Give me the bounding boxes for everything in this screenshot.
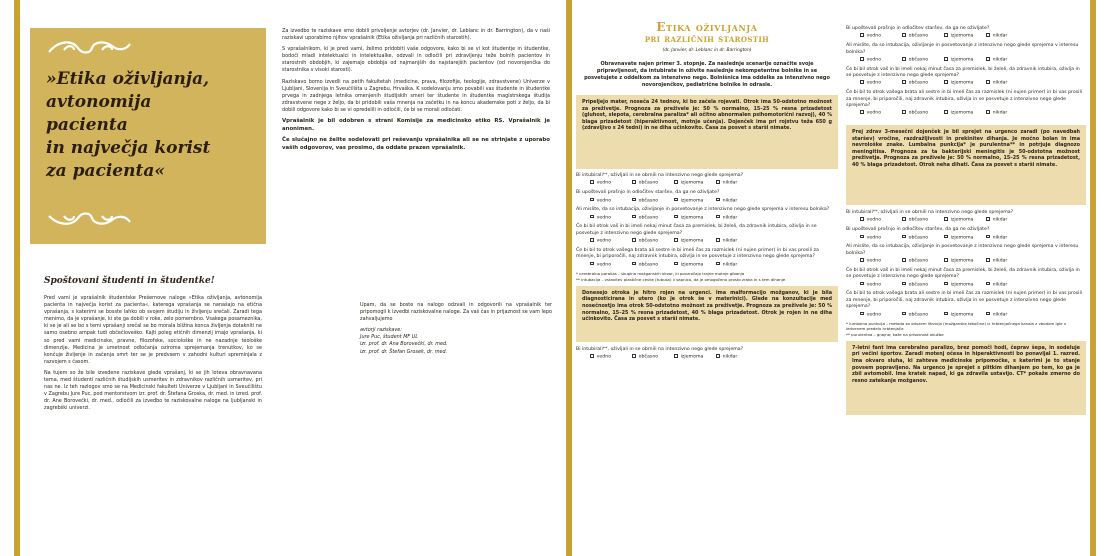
option-nikdar[interactable]: nikdar (716, 238, 758, 245)
question-text: Bi intubirali**, oživljali in se obrnili na intenzivno nego glede sprejema? (576, 173, 744, 178)
option-vedno[interactable]: vedno (860, 80, 902, 87)
footnotes: * cerebralna paraliza – skupina možganskih okvar, ki povzročajo trajne motnje gibanja ** intubacija – vstavitev plastične cevke (tubusa) v sapnico, da je omogočeno prosto zraka in s tem dihanje (576, 271, 786, 282)
checkbox[interactable] (716, 238, 720, 242)
case-4-box: 7-letni fant ima cerebralno paralizo, brez pomoči hodi, čeprav šepa, in sodeluje pri večini športov. Zaradi motenj očesa in hiperaktivnosti bo ponavljal 1. razred. Ima okvaro sluha, ki zahteva medicinske pripomočke, s katerimi je to stanje povsem popravljeno. Na urgenco je sprejet s plitkim dihanjem po tem, ko ga je zbil avtomobil. Ima kratek napad, ki ga zdravila ustavijo. CT* pokaže zmerno do resno zatekanje možganov. (846, 341, 1086, 415)
option-nikdar[interactable]: nikdar (986, 258, 1028, 265)
option-nikdar[interactable]: nikdar (986, 235, 1028, 242)
left-gold-stripe (14, 0, 20, 556)
option-nikdar[interactable]: nikdar (986, 282, 1028, 289)
closing-paragraph: Upam, da se boste na nalogo odzvali in odgovorili na vprašalnik ter pripomogli k izvedbi raziskovalne naloge. Za vaš čas in prijaznost se vam lepo zahvaljujemo (360, 302, 552, 323)
checkbox[interactable] (632, 180, 636, 184)
option-izjemoma[interactable]: izjemoma (944, 110, 986, 117)
signature-block: avtorji raziskave: Jure Puc, študent MF UL izr. prof. dr. Ana Borovečki, dr. med. izr. prof. dr. Štefan Grosek, dr. med. (360, 327, 448, 355)
option-obcasno[interactable]: občasno (632, 180, 674, 187)
option-nikdar[interactable]: nikdar (986, 57, 1028, 64)
option-obcasno[interactable]: občasno (632, 198, 674, 205)
mid-gold-stripe (566, 0, 572, 556)
option-obcasno[interactable]: občasno (902, 33, 944, 40)
option-obcasno[interactable]: občasno (902, 312, 944, 319)
ornament-top-icon (44, 38, 134, 62)
checkbox[interactable] (674, 262, 678, 266)
checkbox[interactable] (632, 262, 636, 266)
option-obcasno[interactable]: občasno (902, 235, 944, 242)
option-obcasno[interactable]: občasno (902, 57, 944, 64)
option-izjemoma[interactable]: izjemoma (944, 80, 986, 87)
option-izjemoma[interactable]: izjemoma (674, 180, 716, 187)
checkbox[interactable] (716, 262, 720, 266)
option-vedno[interactable]: vedno (860, 217, 902, 224)
checkbox[interactable] (902, 33, 906, 37)
option-nikdar[interactable]: nikdar (716, 198, 758, 205)
option-vedno[interactable]: vedno (860, 57, 902, 64)
ornament-bottom-icon (44, 208, 134, 232)
option-izjemoma[interactable]: izjemoma (674, 238, 716, 245)
option-izjemoma[interactable]: izjemoma (944, 258, 986, 265)
option-obcasno[interactable]: občasno (632, 262, 674, 269)
option-izjemoma[interactable]: izjemoma (944, 235, 986, 242)
checkbox[interactable] (716, 354, 720, 358)
option-nikdar[interactable]: nikdar (716, 262, 758, 269)
checkbox[interactable] (860, 312, 864, 316)
question-text: Ali mislite, da so intubacija, oživljanje in posvetovanje z intenzivno nego glede sprejema v interesu bolnika? (846, 43, 1079, 55)
checkbox[interactable] (674, 238, 678, 242)
greeting-heading: Spoštovani študenti in študentke! (44, 276, 215, 286)
option-nikdar[interactable]: nikdar (986, 80, 1028, 87)
question-text: Bi upoštevali prošnjo in odločitev staršev, da ga ne oživljate? (576, 190, 720, 196)
option-nikdar[interactable]: nikdar (986, 312, 1028, 319)
checkbox[interactable] (590, 354, 594, 358)
checkbox[interactable] (632, 215, 636, 219)
option-vedno[interactable]: vedno (860, 235, 902, 242)
checkbox[interactable] (902, 217, 906, 221)
optout-note: Če slučajno ne želite sodelovati pri reševanju vprašalnika ali se ne strinjate z uporabo vaših odgovorov, vas prosimo, da oddate prazen vprašalnik. (282, 137, 550, 151)
option-izjemoma[interactable]: izjemoma (674, 198, 716, 205)
checkbox[interactable] (986, 235, 990, 239)
option-nikdar[interactable]: nikdar (716, 354, 758, 361)
checkbox[interactable] (716, 180, 720, 184)
checkbox[interactable] (860, 57, 864, 61)
checkbox[interactable] (860, 33, 864, 37)
footnotes: * lumbalna punkcija – metoda za odvzem likvorja (možganske tekočine) iz hrbtenjačnega kanala z vbodom igle v ledvenem predelu hrbtenjače ** purulentna – gnojna; kaže na prisotnost okužbe (846, 321, 1067, 337)
checkbox[interactable] (590, 262, 594, 266)
checkbox[interactable] (632, 354, 636, 358)
checkbox[interactable] (860, 282, 864, 286)
checkbox[interactable] (944, 80, 948, 84)
option-vedno[interactable]: vedno (590, 354, 632, 361)
checkbox[interactable] (860, 80, 864, 84)
intro-paragraph: Na tujem so že bile izvedene raziskave glede vprašanj, ki se jih loteva obravnavana tema, med študenti različnih študijskih usmeritev in zdravnikov različnih usmeritev, pri nas ne. Iz teh razlogov smo se na Medicinski fakulteti Univerze v Ljubljani in Sveučilištu v Zagrebu Jure Puc, pod mentorstvom izr. prof. dr. Štefana Groska, dr. med. in izred. prof. dr. Ane Borovečki, dr. med., odločili za izvedbo te raziskovalne naloge na ljubljanski in zagrebški univerzi. (44, 369, 262, 412)
checkbox[interactable] (986, 33, 990, 37)
checkbox[interactable] (590, 238, 594, 242)
option-nikdar[interactable]: nikdar (986, 110, 1028, 117)
checkbox[interactable] (674, 215, 678, 219)
option-obcasno[interactable]: občasno (902, 258, 944, 265)
checkbox[interactable] (860, 217, 864, 221)
option-vedno[interactable]: vedno (860, 312, 902, 319)
option-vedno[interactable]: vedno (590, 262, 632, 269)
checkbox[interactable] (944, 258, 948, 262)
option-vedno[interactable]: vedno (590, 215, 632, 222)
question-text: Bi upoštevali prošnjo in odločitev staršev, da ga ne oživljate? (846, 26, 990, 31)
checkbox[interactable] (986, 80, 990, 84)
checkbox[interactable] (674, 180, 678, 184)
checkbox[interactable] (632, 198, 636, 202)
option-vedno[interactable]: vedno (860, 258, 902, 265)
question-text: Ali mislite, da so intubacija, oživljanje in posvetovanje z intenzivno nego glede sprejema v interesu bolnika? (576, 207, 830, 213)
checkbox[interactable] (902, 235, 906, 239)
checkbox[interactable] (944, 33, 948, 37)
option-izjemoma[interactable]: izjemoma (674, 354, 716, 361)
checkbox[interactable] (590, 180, 594, 184)
option-obcasno[interactable]: občasno (632, 354, 674, 361)
option-izjemoma[interactable]: izjemoma (944, 217, 986, 224)
checkbox[interactable] (860, 258, 864, 262)
checkbox[interactable] (944, 282, 948, 286)
option-izjemoma[interactable]: izjemoma (944, 282, 986, 289)
checkbox[interactable] (902, 57, 906, 61)
option-obcasno[interactable]: občasno (902, 80, 944, 87)
question-text: Ali mislite, da so intubacija, oživljanje in posvetovanje z intenzivno nego glede sprejema v interesu bolnika? (846, 244, 1079, 256)
checkbox[interactable] (986, 282, 990, 286)
question-text: Bi intubirali**, oživljali in se obrnili na intenzivno nego glede sprejema? (576, 346, 744, 352)
checkbox[interactable] (902, 258, 906, 262)
option-obcasno[interactable]: občasno (902, 217, 944, 224)
checkbox[interactable] (716, 215, 720, 219)
checkbox[interactable] (902, 282, 906, 286)
approval-note: Vprašalnik je bil odobren s strani Komisije za medicinsko etiko RS. Vprašalnik je anonimen. (282, 118, 550, 132)
checkbox[interactable] (986, 312, 990, 316)
question-text: Bi upoštevali prošnjo in odločitev staršev, da ga ne oživljate? (846, 227, 990, 233)
question-text: Če bi bil to otrok vašega brata ali sestre in bi imeli čas za razmislek (ni nujen primer) in bi vas prosili za mnenje, bi priporočili, naj zdravnik intubira, oživlja in se posvetuje z intenzivno nego glede sprejema? (846, 90, 1083, 108)
checkbox[interactable] (590, 198, 594, 202)
checkbox[interactable] (944, 217, 948, 221)
option-nikdar[interactable]: nikdar (716, 180, 758, 187)
intro-paragraph: Pred vami je vprašalnik študentske Prešernove naloge »Etika oživljanja, avtonomija pacienta in največja korist za pacienta«, katerega vprašanja se nanašajo na etična vprašanja, s katerimi se bosste lahko ob svojem študiju in življenju srečali. Zaradi tega menimo, da je vprašanje, ki ste ga dobili v roke, zelo pomembno. Vsakega posameznika, ki se je ali se bo s temi vprašanji srečal se bo morala bližina konca življenja dotakniti ne samo osebno ampak tudi občečloveško. Kajti poleg etičnih dimenzij imajo vprašanja, ki so pred vami medicinske, pravne, filozofske, sociološke in ne nazadnje teološke dimenzije. Medicina je umetnost odločanja oziroma sprejemanja trenutkov, ko se končuje življenje in začenja smrt ter se je predvsem v zahodni kulturi spreminjala z razvojem s časom. (44, 295, 262, 365)
authors-line: (dr. Janvier, dr. Leblanc in dr. Barrington) (662, 48, 752, 53)
checkbox[interactable] (902, 80, 906, 84)
checkbox[interactable] (860, 110, 864, 114)
checkbox[interactable] (590, 215, 594, 219)
option-nikdar[interactable]: nikdar (716, 215, 758, 222)
option-nikdar[interactable]: nikdar (986, 33, 1028, 40)
checkbox[interactable] (944, 312, 948, 316)
option-izjemoma[interactable]: izjemoma (944, 57, 986, 64)
method-paragraph: Raziskavo bomo izvedli na petih fakultetah (medicine, prava, filozofije, teologije, zdravstvene) Univerze v Ljubljani, Slovenija in Sveučilišta u Zagrebu, Hrvaška. K sodelovanju smo povabili vas študente in študentke prvega in zadnjega letnika omenjenih študijskih smeri ter študente in študentke magistrskega študija zdravstvene nege z željo, da bi pridobili vaša mnenja na začetku in na koncu akademske poti z željo, da bi dobili odgovore kako bi se vi opredelili in odločili, če bi se morali odločati. (282, 78, 550, 113)
option-obcasno[interactable]: občasno (632, 238, 674, 245)
checkbox[interactable] (986, 110, 990, 114)
checkbox[interactable] (944, 57, 948, 61)
checkbox[interactable] (632, 238, 636, 242)
questionnaire-title: Etika oživljanja pri različnih starostih (644, 20, 770, 45)
checkbox[interactable] (902, 110, 906, 114)
question-text: Če bi bil otrok vaš in bi imeli nekaj minut časa za premislek, bi želeli, da zdravnik intubira, oživlja in se posvetuje z intenzivno nego glede sprejema? (576, 224, 817, 236)
question-text: Bi intubirali**, oživljali in se obrnili na intenzivno nego glede sprejema? (846, 210, 1014, 216)
checkbox[interactable] (716, 198, 720, 202)
option-izjemoma[interactable]: izjemoma (674, 215, 716, 222)
question-text: Če bi bil to otrok vašega brata ali sestre in bi imeli čas za razmislek (ni nujen primer) in bi vas prosili za mnenje, bi priporočili, naj zdravnik intubira, oživlja in se posvetuje z intenzivno nego glede sprejema? (846, 291, 1083, 310)
option-vedno[interactable]: vedno (860, 282, 902, 289)
case-2-box: Donesejo otroka je hitro rojen na urgenci. Ima malformacijo možganov, ki je bila diagnosticirana in utero (ko je otrok še v materinici). Glede na konzultacije med nosečnostjo ima otrok 50-odstotno možnost za preživetje. Prognoza za preživele je: 50 % normalno, 15–25 % resna prizadetost, 40 % blaga prizadetost. Otrok je rojen in ne diha učinkovito. Časa za posvet s starši nimate. (576, 286, 838, 342)
option-obcasno[interactable]: občasno (902, 110, 944, 117)
case-1-box: Pripeljejo mater, noseča 24 tednov, ki bo začela rojevati. Otrok ima 50-odstotno možnost za preživetje. Prognoza za preživele je: 50 % normalno, 15–25 % resna prizadetost (gluhost, slepota, cerebralna paraliza* ali očitno abnormalen psihomotorični razvoj), 40 % blaga prizadetost (hiperaktivnost, motnje učenja). Dojenček ima pri rojstvu teža 650 g (zdravljivo s 24 tedni) in ne diha učinkovito. Časa za posvet s starši nimate. (576, 95, 838, 169)
scenario-intro: Obravnavate najen primer 3. stopnje. Za naslednje scenarije označite svoje pripravljenost, da intubirate in oživite naslednje nekompetentne bolnike in se posvetujete z oddelkom za intenzivno nego. Bolnišnica ima oddelke za intenzivno nego novorojenčkov, pediatrične bolnike in odrasle. (584, 61, 830, 88)
consent-paragraph: Za izvedbo te raziskave smo dobili privoljenje avtorjev (dr. Janvier, dr. Leblanc in dr. Barrington), da v naši raziskavi uporabimo njihov vprašalnik (Etika oživljanja pri različnih starostih). (282, 28, 550, 42)
purpose-paragraph: S vprašalnikom, ki je pred vami, želimo pridobiti vaše odgovore, kako bi se vi kot študentje in študentke, bodoči mladi intelektualci in intelektualke, odzvali in odločili pri zdravljenju teže bolnih pacientov in starostnih obdobjih, ki zajemajo obdobja od najmanjših do najstarejših pacientov (od novorojenčka do starostnika v visoki starosti). (282, 46, 550, 74)
checkbox[interactable] (860, 235, 864, 239)
option-vedno[interactable]: vedno (590, 180, 632, 187)
option-obcasno[interactable]: občasno (632, 215, 674, 222)
checkbox[interactable] (674, 198, 678, 202)
option-vedno[interactable]: vedno (590, 238, 632, 245)
checkbox[interactable] (944, 235, 948, 239)
checkbox[interactable] (986, 258, 990, 262)
option-vedno[interactable]: vedno (860, 33, 902, 40)
case-3-box: Prej zdrav 3-mesečni dojenček je bil sprejet na urgenco zaradi (po navedbah staršev) vročine, razdražljivosti in prekinitev dihanja. Je močno bolan in ima nevrološke znake. Lumbalna punkcija* je purulentna** in potrjuje diagnozo meningitisa. Prognoza za ta bakterijski meningitis je 50-odstotna možnost preživetja. Prognoza za preživele je: 50 % normalno, 15–25 % resna prizadetost, 40 % blaga prizadetost. Otrok neha dihati. Časa za posvet s starši nimate. (846, 125, 1086, 205)
cover-title: »Etika oživljanja, avtonomija pacienta in največja korist za pacienta« (46, 69, 211, 181)
option-obcasno[interactable]: občasno (902, 282, 944, 289)
option-izjemoma[interactable]: izjemoma (674, 262, 716, 269)
right-gold-stripe (1090, 0, 1096, 556)
question-text: Če bi bil otrok vaš in bi imeli nekaj minut časa za premislek, bi želeli, da zdravnik intubira, oživlja in se posvetuje z intenzivno nego glede sprejema? (846, 66, 1080, 79)
option-izjemoma[interactable]: izjemoma (944, 33, 986, 40)
checkbox[interactable] (944, 110, 948, 114)
question-text: Če bi bil to otrok vašega brata ali sestre in bi imeli čas za razmislek (ni nujen primer) in bi vas prosili za mnenje, bi priporočili, naj zdravnik intubira, oživlja in se posvetuje z intenzivno nego glede sprejema? (576, 247, 819, 260)
option-nikdar[interactable]: nikdar (986, 217, 1028, 224)
option-vedno[interactable]: vedno (860, 110, 902, 117)
option-izjemoma[interactable]: izjemoma (944, 312, 986, 319)
question-text: Če bi bil otrok vaš in bi imeli nekaj minut časa za premislek, bi želeli, da zdravnik intubira, oživlja in se posvetuje z intenzivno nego glede sprejema? (846, 267, 1080, 280)
checkbox[interactable] (674, 354, 678, 358)
option-vedno[interactable]: vedno (590, 198, 632, 205)
checkbox[interactable] (902, 312, 906, 316)
checkbox[interactable] (986, 57, 990, 61)
checkbox[interactable] (986, 217, 990, 221)
